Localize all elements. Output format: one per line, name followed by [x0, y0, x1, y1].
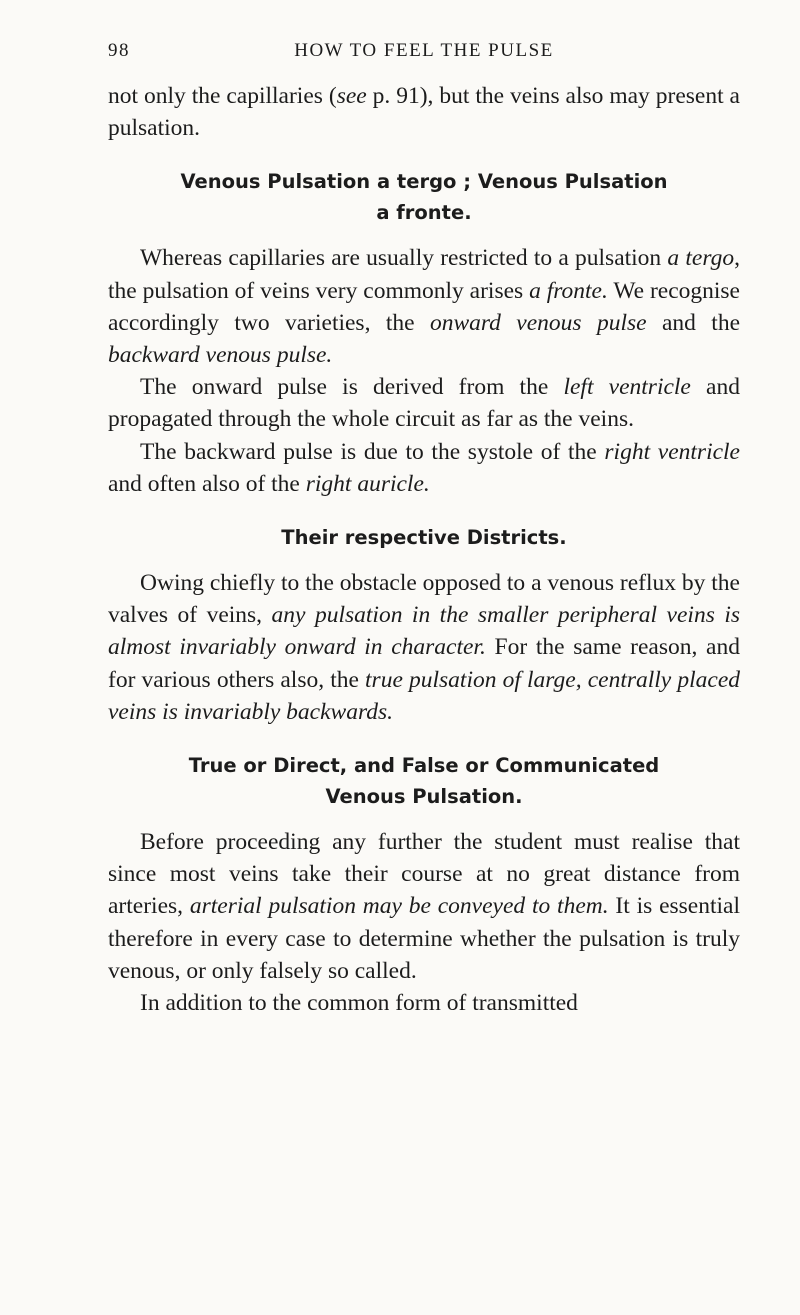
running-title: HOW TO FEEL THE PULSE [294, 40, 554, 61]
book-page [108, 40, 740, 1019]
heading-true-or-false: True or Direct, and False or Communicated Venous Pulsation. [188, 754, 660, 809]
paragraph-backward-pulse: The backward pulse is due to the systole of the right ventricle and often also of the right auricle. [108, 438, 740, 497]
heading-venous-pulsation: Venous Pulsation a tergo ; Venous Pulsation a fronte. [180, 170, 668, 225]
paragraph-in-addition: In addition to the common form of transmitted [140, 990, 578, 1017]
page-header [108, 40, 740, 80]
paragraph-onward-pulse: The onward pulse is derived from the left ventricle and propagated through the whole circuit as far as the veins. [108, 374, 740, 433]
paragraph-intro: not only the capillaries (see p. 91), but the veins also may present a pulsation. [108, 83, 740, 142]
paragraph-owing: Owing chiefly to the obstacle opposed to a venous reflux by the valves of veins, any pulsation in the smaller peripheral veins is almost invariably onward in character. For the same reason, and for various others also, the true pulsation of large, centrally placed veins is invariably backwards. [108, 570, 740, 725]
page-number: 98 [108, 40, 130, 61]
paragraph-before-proceeding: Before proceeding any further the student must realise that since most veins take their course at no great distance from arteries, arterial pulsation may be conveyed to them. It is essential therefore in every case to determine whether the pulsation is truly venous, or only falsely so called. [108, 829, 741, 984]
heading-respective-districts: Their respective Districts. [281, 526, 567, 550]
paragraph-whereas: Whereas capillaries are usually restricted to a pulsation a tergo, the pulsation of veins very commonly arises a fronte. We recognise accordingly two varieties, the onward venous pulse and the backward venous pulse. [108, 245, 741, 369]
